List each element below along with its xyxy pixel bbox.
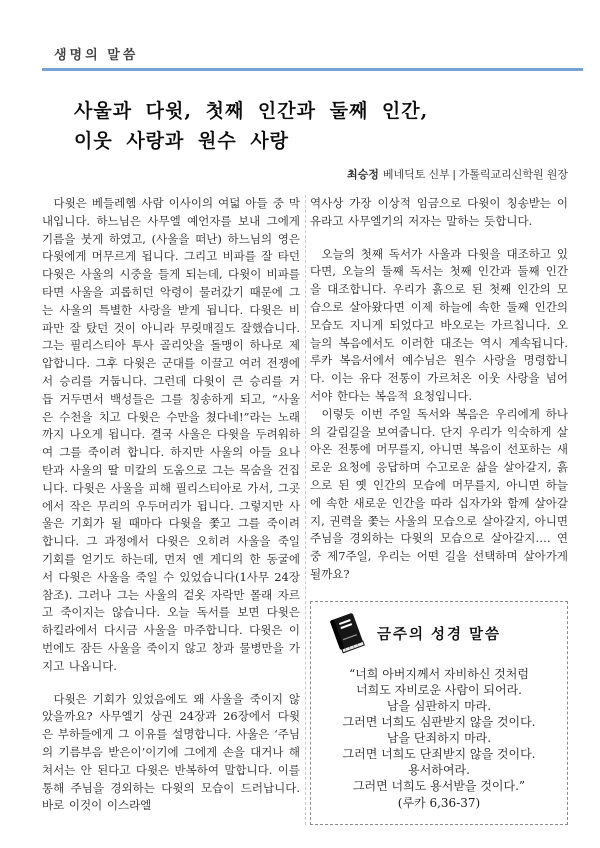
scripture-box xyxy=(310,601,568,825)
quote-line: 그러면 너희도 단죄받지 않을 것이다. xyxy=(342,746,536,761)
article-title-line1: 사울과 다윗, 첫째 인간과 둘째 인간, xyxy=(74,100,429,122)
quote-line: 용서하여라. xyxy=(408,762,470,777)
quote-line: 그러면 너희도 용서받을 것이다.” xyxy=(352,778,526,793)
scripture-quote xyxy=(319,666,559,811)
quote-line: 남을 심판하지 마라. xyxy=(386,698,492,713)
bible-icon xyxy=(328,611,366,659)
paragraph: 다윗은 베들레헴 사람 이사이의 여덟 아들 중 막내입니다. 하느님은 사무엘 예언자를 보내 그에게 기름을 붓게 하였고, (사울을 떠난) 하느님의 영은 다윗에게 머무르게 됩니다. 그리고 비파를 잘 타던 다윗은 사울의 시중을 들게 되는데, 다윗이 비파를 타면 사울을 괴롭히던 악령이 물러갔기 때문에 그는 사울의 특별한 사랑을 받게 됩니다. 다윗은 비파만 잘 탔던 것이 아니라 무릿매질도 잘했습니다. 그는 필리스티아 투사 골리앗을 돌맹이 하나로 제압합니다. 그후 다윗은 군대를 이끌고 여러 전쟁에서 승리를 거둡니다. 그런데 다윗이 큰 승리를 거듭 거두면서 백성들은 그를 칭송하게 되고, “사울은 수천을 치고 다윗은 수만을 쳤다네!”라는 노래까지 나오게 됩니다. 결국 사울은 다윗을 두려워하여 그를 죽이려 합니다. 하지만 사울의 아들 요나탄과 사울의 딸 미칼의 도움으로 그는 목숨을 건집니다. 다윗은 사울을 피해 필리스티아로 가서, 그곳에서 작은 무리의 우두머리가 됩니다. 그렇지만 사울은 기회가 될 때마다 다윗을 쫓고 그를 죽이려 합니다. 그 과정에서 다윗은 오히려 사울을 죽일 기회를 얻기도 하는데, 먼저 엔 게디의 한 동굴에서 다윗은 사울을 죽일 수 있었습니다(1사무 24장 참조). 그러나 그는 사울의 겉옷 자락만 몰래 자르고 죽이지는 않습니다. 오늘 독서를 보면 다윗은 하킬라에서 다시금 사울을 마주합니다. 다윗은 이번에도 잠든 사울을 죽이지 않고 창과 물병만을 가지고 나옵니다. xyxy=(42,196,300,673)
byline xyxy=(0,166,568,182)
article-title xyxy=(74,96,570,156)
article-body xyxy=(42,195,568,825)
left-column xyxy=(42,195,300,825)
byline-author: 최승정 xyxy=(347,169,379,182)
quote-line: 남을 단죄하지 마라. xyxy=(386,730,492,745)
masthead xyxy=(0,0,600,63)
article-title-line2: 이웃 사랑과 원수 사랑 xyxy=(74,130,290,153)
scripture-box-title: 금주의 성경 말씀 xyxy=(376,627,502,644)
masthead-rule xyxy=(42,68,583,71)
paragraph: 오늘의 첫째 독서가 사울과 다윗을 대조하고 있다면, 오늘의 둘째 독서는 첫째 인간과 둘째 인간을 대조합니다. 우리가 흙으로 된 첫째 인간의 모습으로 살아왔다면 이제 하늘에 속한 둘째 인간의 모습도 지니게 되었다고 바오로는 가르칩니다. 오늘의 복음에서도 이러한 대조는 역시 계속됩니다. 루카 복음서에서 예수님은 원수 사랑을 명령합니다. 이는 유다 전통이 가르쳐온 이웃 사랑을 넘어서야 한다는 복음적 요청입니다. xyxy=(310,246,568,403)
right-column xyxy=(310,195,568,825)
column-divider xyxy=(305,195,306,825)
paragraph: 역사상 가장 이상적 임금으로 다윗이 칭송받는 이유라고 사무엘기의 저자는 말하는 듯합니다. xyxy=(310,196,568,228)
paragraph: 이렇듯 이번 주일 독서와 복음은 우리에게 하나의 갈림길을 보여줍니다. 단지 우리가 익숙하게 살아온 전통에 머무를지, 아니면 복음이 선포하는 새로운 요청에 응답하며 수고로운 삶을 살아갈지, 흙으로 된 옛 인간의 모습에 머무를지, 아니면 하늘에 속한 새로운 인간을 따라 십자가와 함께 살아갈지, 권력을 쫓는 사울의 모습으로 살아갈지, 아니면 주님을 경외하는 다윗의 모습으로 살아갈지…. 연중 제7주일, 우리는 어떤 길을 선택하며 살아가게 될까요? xyxy=(310,406,568,581)
quote-reference: (루카 6,36-37) xyxy=(397,795,481,810)
scripture-box-header xyxy=(319,610,559,658)
quote-line: 너희도 자비로운 사람이 되어라. xyxy=(356,682,522,697)
paragraph: 다윗은 기회가 있었음에도 왜 사울을 죽이지 않았을까요? 사무엘기 상권 24장과 26장에서 다윗은 부하들에게 그 이유를 설명합니다. 사울은 ‘주님의 기름부음 받은이’이기에 그에게 손을 대거나 해쳐서는 안 된다고 다윗은 반복하여 말합니다. 이를 통해 주님을 경외하는 다윗의 모습이 드러납니다. 바로 이것이 이스라엘 xyxy=(42,691,300,813)
section-label: 생명의 말씀 xyxy=(54,47,139,62)
quote-line: 그러면 너희도 심판받지 않을 것이다. xyxy=(342,714,536,729)
quote-line: “너희 아버지께서 자비하신 것처럼 xyxy=(349,666,529,681)
byline-detail: 베네딕토 신부 | 가톨릭교리신학원 원장 xyxy=(382,169,568,182)
